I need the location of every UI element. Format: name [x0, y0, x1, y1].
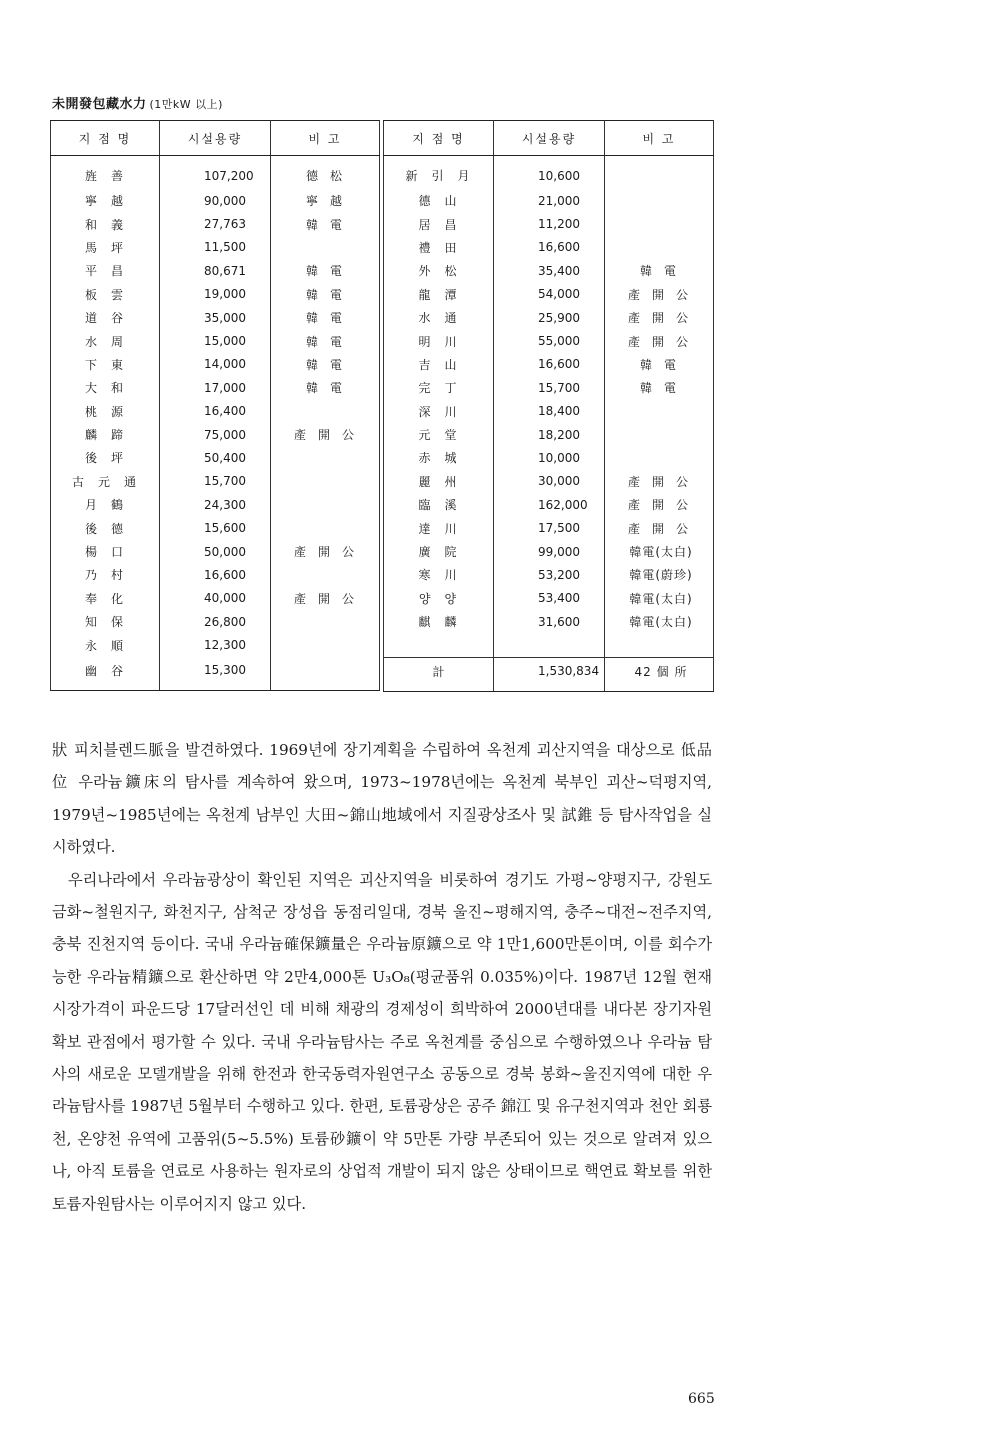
header-capacity: 시설용량 [494, 121, 605, 156]
site-name: 廣院 [384, 540, 494, 563]
paragraph: 우리나라에서 우라늄광상이 확인된 지역은 괴산지역을 비롯하여 경기도 가평~양평지구, 강원도 금화~철원지구, 화천지구, 삼척군 장성읍 동점리일대, 경북 울진~평해지역, 충주~대전~전주지역, 충북 진천지역 등이다. 국내 우라늄確保鑛量은 우라늄原鑛으로 약 1만1,600만톤이며, 이를 회수가능한 우라늄精鑛으로 환산하면 약 2만4,000톤 U₃O₈(평균품위 0.035%)이다. 1987년 12월 현재 시장가격이 파운드당 17달러선인 데 비해 채광의 경제성이 희박하여 2000년대를 내다본 장기자원확보 관점에서 평가할 수 있다. 국내 우라늄탐사는 주로 옥천계를 중심으로 수행하였으나 우라늄 탐사의 새로운 모델개발을 위해 한전과 한국동력자원연구소 공동으로 경북 봉화~울진지역에 대한 우라늄탐사를 1987년 5월부터 수행하고 있다. 한편, 토륨광상은 공주 錦江 및 유구천지역과 천안 회룡천, 온양천 유역에 고품위(5~5.5%) 토륨砂鑛이 약 5만톤 가량 부존되어 있는 것으로 알려져 있으나, 아직 토륨을 연료로 사용하는 원자로의 상업적 개발이 되지 않은 상태이므로 핵연료 확보를 위한 토륨자원탐사는 이루어지지 않고 있다. [52, 870, 712, 1213]
table-row [384, 587, 714, 610]
table-row [384, 540, 714, 563]
table-row [384, 610, 714, 633]
table-row [384, 353, 714, 376]
table-row [51, 259, 380, 282]
capacity-value: 10,600 [494, 156, 605, 190]
site-name: 下東 [51, 353, 160, 376]
note-value: 產開公 [605, 493, 714, 516]
site-name: 新引月 [384, 156, 494, 190]
table-row [384, 212, 714, 235]
table-row [51, 156, 380, 190]
table-row [51, 563, 380, 586]
note-value [271, 516, 380, 539]
note-value: 韓電 [271, 259, 380, 282]
table-row [51, 446, 380, 469]
site-name: 麟蹄 [51, 423, 160, 446]
note-value [605, 156, 714, 190]
capacity-value: 16,600 [494, 236, 605, 259]
note-value: 產開公 [605, 283, 714, 306]
capacity-value: 99,000 [494, 540, 605, 563]
empty-cell [384, 633, 494, 657]
site-name: 平昌 [51, 259, 160, 282]
note-value [605, 189, 714, 212]
capacity-value: 11,200 [494, 212, 605, 235]
note-value: 產開公 [605, 329, 714, 352]
capacity-value: 80,671 [160, 259, 271, 282]
note-value: 韓電 [605, 259, 714, 282]
note-value [605, 446, 714, 469]
note-value: 韓電 [271, 353, 380, 376]
note-value [271, 493, 380, 516]
table-row [51, 493, 380, 516]
note-value [605, 400, 714, 423]
table-row [384, 400, 714, 423]
table-row [51, 306, 380, 329]
table-row [51, 657, 380, 691]
note-value: 寧越 [271, 189, 380, 212]
table-row [384, 376, 714, 399]
table-row [384, 306, 714, 329]
table-caption [52, 93, 223, 112]
capacity-value: 30,000 [494, 470, 605, 493]
note-value: 韓電(太白) [605, 540, 714, 563]
spacer-row [384, 633, 714, 657]
table-row [51, 189, 380, 212]
capacity-value: 10,000 [494, 446, 605, 469]
note-value [271, 446, 380, 469]
capacity-value: 31,600 [494, 610, 605, 633]
note-value: 產開公 [605, 516, 714, 539]
note-value [271, 236, 380, 259]
header-site: 지 점 명 [51, 121, 160, 156]
table-row [384, 516, 714, 539]
table-row [51, 540, 380, 563]
note-value: 產開公 [605, 470, 714, 493]
table-row [384, 423, 714, 446]
site-name: 道谷 [51, 306, 160, 329]
note-value: 產開公 [271, 587, 380, 610]
capacity-value: 24,300 [160, 493, 271, 516]
site-name: 達川 [384, 516, 494, 539]
site-name: 吉山 [384, 353, 494, 376]
total-label: 計 [384, 657, 494, 691]
table-row [384, 236, 714, 259]
site-name: 奉化 [51, 587, 160, 610]
note-value [605, 212, 714, 235]
caption-title: 未開發包藏水力 [52, 97, 147, 112]
table-row [51, 353, 380, 376]
note-value: 韓電 [605, 376, 714, 399]
capacity-value: 107,200 [160, 156, 271, 190]
site-name: 赤城 [384, 446, 494, 469]
site-name: 和義 [51, 212, 160, 235]
note-value: 韓電 [605, 353, 714, 376]
header-note: 비 고 [271, 121, 380, 156]
capacity-value: 25,900 [494, 306, 605, 329]
header-note: 비 고 [605, 121, 714, 156]
capacity-value: 15,000 [160, 329, 271, 352]
site-name: 桃源 [51, 400, 160, 423]
site-name: 外松 [384, 259, 494, 282]
site-name: 深川 [384, 400, 494, 423]
site-name: 永順 [51, 633, 160, 656]
capacity-value: 54,000 [494, 283, 605, 306]
table-row [51, 236, 380, 259]
site-name: 楊口 [51, 540, 160, 563]
site-name: 古元通 [51, 470, 160, 493]
table-row [51, 423, 380, 446]
note-value: 韓電(太白) [605, 610, 714, 633]
table-header-row [384, 121, 714, 156]
site-name: 板雲 [51, 283, 160, 306]
table-row [384, 329, 714, 352]
capacity-value: 35,400 [494, 259, 605, 282]
page-number: 665 [688, 1391, 715, 1407]
capacity-value: 17,500 [494, 516, 605, 539]
note-value: 韓電(蔚珍) [605, 563, 714, 586]
capacity-value: 90,000 [160, 189, 271, 212]
capacity-value: 18,200 [494, 423, 605, 446]
table-row [51, 633, 380, 656]
total-capacity: 1,530,834 [494, 657, 605, 691]
site-name: 水通 [384, 306, 494, 329]
site-name: 乃村 [51, 563, 160, 586]
capacity-value: 40,000 [160, 587, 271, 610]
table-row [51, 283, 380, 306]
capacity-value: 75,000 [160, 423, 271, 446]
note-value: 韓電 [271, 306, 380, 329]
empty-cell [605, 633, 714, 657]
capacity-value: 12,300 [160, 633, 271, 656]
table-row [384, 259, 714, 282]
site-name: 後德 [51, 516, 160, 539]
site-name: 양양 [384, 587, 494, 610]
site-name: 寧越 [51, 189, 160, 212]
table-header-row [51, 121, 380, 156]
capacity-value: 55,000 [494, 329, 605, 352]
capacity-value: 50,000 [160, 540, 271, 563]
table-row [51, 516, 380, 539]
site-name: 馬坪 [51, 236, 160, 259]
capacity-value: 21,000 [494, 189, 605, 212]
site-name: 寒川 [384, 563, 494, 586]
site-name: 德山 [384, 189, 494, 212]
note-value [605, 423, 714, 446]
note-value [271, 470, 380, 493]
note-value: 韓電(太白) [605, 587, 714, 610]
table-total-row [384, 657, 714, 691]
table-row [51, 329, 380, 352]
table-row [384, 563, 714, 586]
site-name: 禮田 [384, 236, 494, 259]
table-row [384, 283, 714, 306]
capacity-value: 17,000 [160, 376, 271, 399]
note-value: 韓電 [271, 376, 380, 399]
note-value: 德松 [271, 156, 380, 190]
site-name: 大和 [51, 376, 160, 399]
table-row [51, 212, 380, 235]
site-name: 元堂 [384, 423, 494, 446]
site-name: 後坪 [51, 446, 160, 469]
capacity-value: 53,200 [494, 563, 605, 586]
capacity-value: 162,000 [494, 493, 605, 516]
table-row [384, 156, 714, 190]
capacity-value: 50,400 [160, 446, 271, 469]
hydropower-table-right [383, 120, 714, 692]
note-value: 產開公 [605, 306, 714, 329]
note-value: 韓電 [271, 283, 380, 306]
empty-cell [494, 633, 605, 657]
capacity-value: 11,500 [160, 236, 271, 259]
note-value: 產開公 [271, 540, 380, 563]
note-value: 韓電 [271, 212, 380, 235]
table-row [51, 610, 380, 633]
table-row [384, 189, 714, 212]
note-value [605, 236, 714, 259]
table-row [384, 470, 714, 493]
caption-subtitle: (1만kW 以上) [149, 98, 223, 111]
site-name: 麒麟 [384, 610, 494, 633]
site-name: 麗州 [384, 470, 494, 493]
capacity-value: 15,300 [160, 657, 271, 691]
site-name: 水周 [51, 329, 160, 352]
paragraph: 狀 피치블렌드脈을 발견하였다. 1969년에 장기계획을 수립하여 옥천계 괴산지역을 대상으로 低品位 우라늄鑛床의 탐사를 계속하여 왔으며, 1973~1978년에는 옥천계 북부인 괴산~덕평지역, 1979년~1985년에는 옥천계 남부인 大田~錦山地域에서 지질광상조사 및 試錐 등 탐사작업을 실시하였다. [52, 741, 712, 857]
note-value [271, 657, 380, 691]
capacity-value: 26,800 [160, 610, 271, 633]
capacity-value: 15,700 [160, 470, 271, 493]
site-name: 完丁 [384, 376, 494, 399]
site-name: 月鶴 [51, 493, 160, 516]
note-value [271, 400, 380, 423]
capacity-value: 18,400 [494, 400, 605, 423]
table-row [51, 587, 380, 610]
site-name: 幽谷 [51, 657, 160, 691]
site-name: 居昌 [384, 212, 494, 235]
header-site: 지 점 명 [384, 121, 494, 156]
table-row [51, 400, 380, 423]
capacity-value: 16,600 [494, 353, 605, 376]
site-name: 臨溪 [384, 493, 494, 516]
note-value [271, 633, 380, 656]
capacity-value: 15,600 [160, 516, 271, 539]
table-row [51, 470, 380, 493]
note-value [271, 563, 380, 586]
hydropower-table-left [50, 120, 380, 691]
header-capacity: 시설용량 [160, 121, 271, 156]
capacity-value: 14,000 [160, 353, 271, 376]
site-name: 龍潭 [384, 283, 494, 306]
note-value: 產開公 [271, 423, 380, 446]
body-text [52, 734, 712, 1220]
table-row [384, 446, 714, 469]
table-row [51, 376, 380, 399]
site-name: 旌善 [51, 156, 160, 190]
note-value [271, 610, 380, 633]
site-name: 明川 [384, 329, 494, 352]
capacity-value: 16,600 [160, 563, 271, 586]
capacity-value: 16,400 [160, 400, 271, 423]
capacity-value: 15,700 [494, 376, 605, 399]
table-row [384, 493, 714, 516]
capacity-value: 27,763 [160, 212, 271, 235]
total-note: 42 個 所 [605, 657, 714, 691]
capacity-value: 53,400 [494, 587, 605, 610]
capacity-value: 35,000 [160, 306, 271, 329]
capacity-value: 19,000 [160, 283, 271, 306]
note-value: 韓電 [271, 329, 380, 352]
site-name: 知保 [51, 610, 160, 633]
